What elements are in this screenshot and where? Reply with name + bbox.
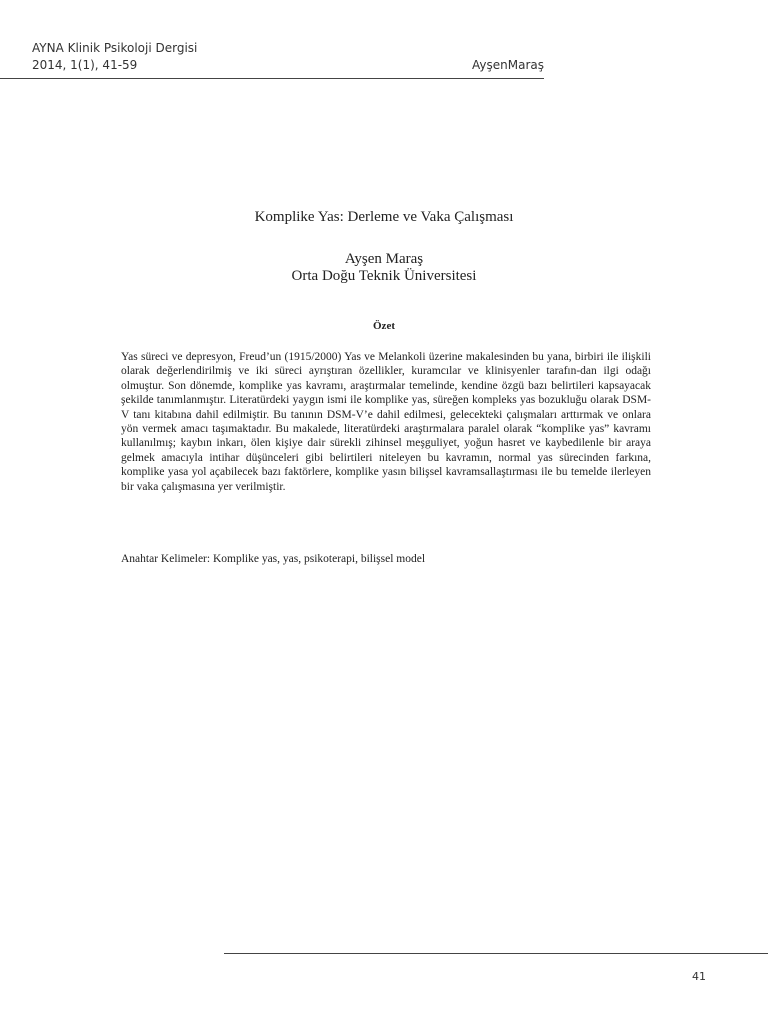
- article-title: Komplike Yas: Derleme ve Vaka Çalışması: [254, 209, 514, 225]
- running-author: AyşenMaraş: [472, 58, 544, 72]
- keywords: Anahtar Kelimeler: Komplike yas, yas, psikoterapi, bilişsel model: [121, 553, 426, 565]
- journal-name: AYNA Klinik Psikoloji Dergisi: [32, 41, 198, 55]
- abstract-heading: Özet: [373, 320, 395, 332]
- author-name: Ayşen Maraş: [344, 251, 424, 267]
- header-divider: [0, 78, 544, 79]
- footer-divider: [224, 953, 768, 954]
- journal-header: [32, 40, 197, 74]
- author-affiliation: Orta Doğu Teknik Üniversitesi: [291, 268, 477, 284]
- page-number: 41: [692, 970, 706, 983]
- journal-issue: 2014, 1(1), 41-59: [32, 58, 138, 72]
- abstract-body: Yas süreci ve depresyon, Freud’un (1915/2000) Yas ve Melankoli üzerine makalesinden bu yana, birbiri ile ilişkili olarak değerlendirilmiş ve iki süreci ayrıştıran özellikler, kuramcılar ve klinisyenler tarafın-dan ilgi odağı olmuştur. Son dönemde, komplike yas kavramı, araştırmalar temelinde, kendine özgü bazı belirtileri kapsayacak şekilde tanımlanmıştır. Literatürdeki yaygın ismi ile komplike yas, süreğen kompleks yas bozukluğu olarak DSM-V tanı kitabına dahil edilmiştir. Bu tanının DSM-V’e dahil edilmesi, gelecekteki çalışmaları arttırmak ve onlara yön vermek amacı taşımaktadır. Bu makalede, literatürdeki araştırmalara paralel olarak “komplike yas” kavramı kullanılmış; kaybın inkarı, ölen kişiye dair sürekli zihinsel meşguliyet, yoğun hasret ve kaybedilenle bir araya gelmek amacıyla intihar düşünceleri gibi belirtileri niteleyen bu kavramın, normal yas sürecinden farkına, komplike yasa yol açabilecek bazı faktörlere, komplike yasın bilişsel kavramsallaştırması ile bu temelde ilerleyen bir vaka çalışmasına yer verilmiştir.: [121, 351, 651, 493]
